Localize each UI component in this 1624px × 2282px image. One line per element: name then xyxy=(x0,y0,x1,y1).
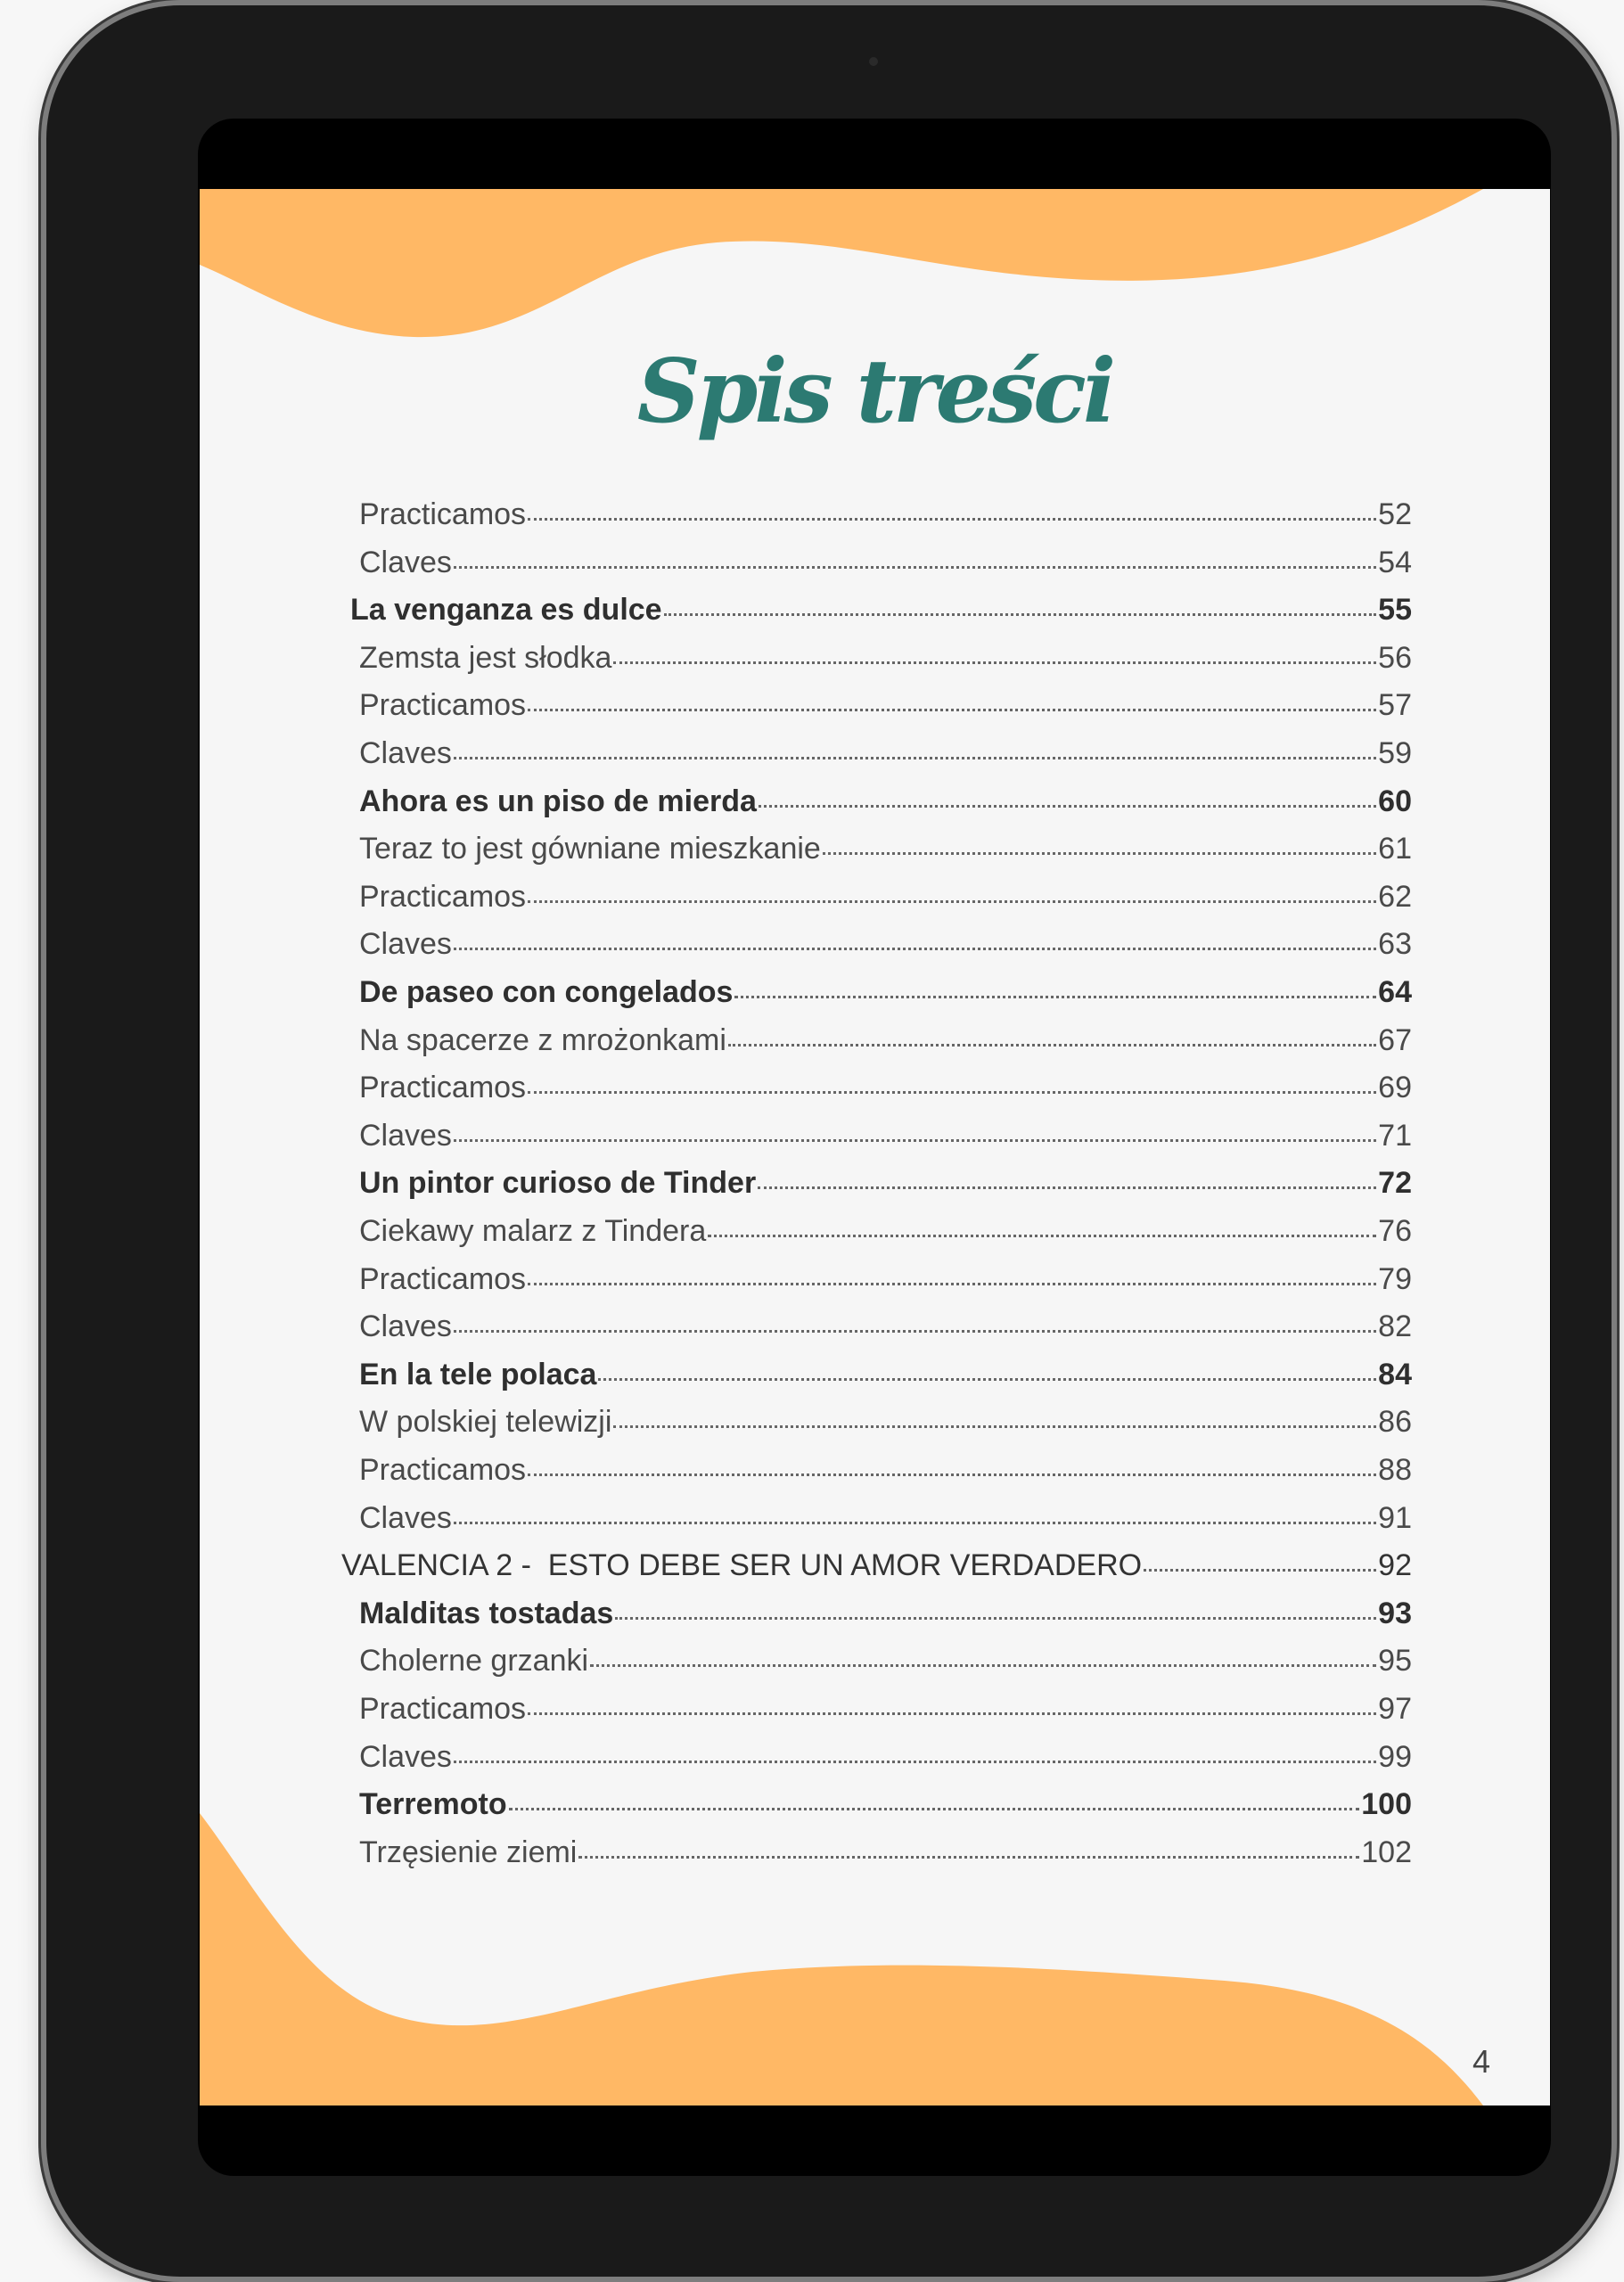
toc-entry-label: Na spacerze z mrożonkami xyxy=(359,1022,726,1057)
toc-entry-page: 64 xyxy=(1378,975,1412,1009)
toc-entry-page: 61 xyxy=(1378,832,1412,866)
toc-entry-page: 72 xyxy=(1378,1166,1412,1201)
toc-entry[interactable] xyxy=(359,1740,1412,1788)
toc-entry[interactable] xyxy=(359,1453,1412,1501)
camera-icon xyxy=(869,57,878,66)
leader-dots xyxy=(528,1712,1376,1715)
leader-dots xyxy=(454,1522,1376,1524)
toc-entry[interactable] xyxy=(350,593,1412,641)
toc-entry[interactable] xyxy=(359,546,1412,594)
leader-dots xyxy=(528,709,1376,711)
toc-entry-label: Claves xyxy=(359,545,452,579)
toc-entry-label: Claves xyxy=(359,736,452,770)
leader-dots xyxy=(454,948,1376,950)
toc-entry-page: 82 xyxy=(1378,1309,1412,1344)
leader-dots xyxy=(528,1091,1376,1094)
toc-entry[interactable] xyxy=(359,1262,1412,1310)
toc-entry-label: Practicamos xyxy=(359,497,527,531)
toc-entry[interactable] xyxy=(359,1597,1412,1645)
toc-entry-label: Trzęsienie ziemi xyxy=(359,1835,578,1869)
toc-entry[interactable] xyxy=(359,880,1412,928)
toc-entry[interactable] xyxy=(359,1835,1412,1884)
toc-entry[interactable] xyxy=(359,1501,1412,1549)
toc-entry-page: 62 xyxy=(1378,879,1412,914)
leader-dots xyxy=(454,566,1376,569)
toc-entry[interactable] xyxy=(359,1692,1412,1740)
leader-dots xyxy=(615,1617,1376,1620)
toc-entry[interactable] xyxy=(359,1023,1412,1071)
toc-entry-label: Malditas tostadas xyxy=(359,1596,614,1630)
leader-dots xyxy=(509,1808,1360,1810)
tablet-screen xyxy=(198,119,1551,2176)
toc-entry-page: 95 xyxy=(1378,1644,1412,1679)
toc-entry-label: W polskiej telewizji xyxy=(359,1405,612,1440)
toc-entry-page: 92 xyxy=(1378,1548,1412,1583)
leader-dots xyxy=(664,613,1377,616)
toc-entry-page: 57 xyxy=(1378,688,1412,723)
toc-entry-page: 54 xyxy=(1378,545,1412,579)
toc-entry-label: En la tele polaca xyxy=(359,1357,597,1391)
toc-entry-page: 69 xyxy=(1378,1071,1412,1105)
toc-entry-page: 91 xyxy=(1378,1500,1412,1535)
toc-entry-label: Teraz to jest gówniane mieszkanie xyxy=(359,832,821,866)
toc-entry-label: Ahora es un piso de mierda xyxy=(359,784,757,818)
toc-entry-label: Cholerne grzanki xyxy=(359,1644,589,1679)
toc-entry-label: Zemsta jest słodka xyxy=(359,640,612,675)
leader-dots xyxy=(1144,1569,1376,1572)
toc-entry-page: 59 xyxy=(1378,736,1412,770)
leader-dots xyxy=(454,1761,1376,1763)
toc-entry[interactable] xyxy=(359,1119,1412,1167)
toc-entry-page: 71 xyxy=(1378,1118,1412,1153)
leader-dots xyxy=(590,1664,1376,1667)
toc-entry-label: Claves xyxy=(359,1309,452,1344)
leader-dots xyxy=(454,757,1376,759)
toc-entry-label: Claves xyxy=(359,1500,452,1535)
toc-entry[interactable] xyxy=(359,832,1412,880)
toc-entry-page: 86 xyxy=(1378,1405,1412,1440)
toc-entry-page: 56 xyxy=(1378,640,1412,675)
leader-dots xyxy=(823,852,1376,855)
leader-dots xyxy=(613,1425,1376,1428)
toc-entry-label: Practicamos xyxy=(359,1071,527,1105)
toc-entry-page: 79 xyxy=(1378,1261,1412,1296)
toc-entry-label: Practicamos xyxy=(359,879,527,914)
tablet-frame xyxy=(46,5,1612,2277)
page-number: 4 xyxy=(1472,2043,1491,2080)
toc-entry-page: 63 xyxy=(1378,927,1412,962)
toc-entry-page: 76 xyxy=(1378,1214,1412,1248)
leader-dots xyxy=(528,900,1376,903)
toc-entry[interactable] xyxy=(359,975,1412,1023)
toc-entry[interactable] xyxy=(359,1405,1412,1453)
leader-dots xyxy=(528,1283,1376,1285)
leader-dots xyxy=(759,805,1376,808)
toc-entry-page: 88 xyxy=(1378,1453,1412,1487)
toc-entry[interactable] xyxy=(359,1071,1412,1119)
toc-entry-label: Claves xyxy=(359,927,452,962)
ebook-page xyxy=(200,189,1550,2106)
toc-entry-label: Terremoto xyxy=(359,1787,507,1822)
leader-dots xyxy=(454,1139,1376,1142)
toc-entry-page: 52 xyxy=(1378,497,1412,531)
toc-entry-label: La venganza es dulce xyxy=(350,593,662,628)
toc-entry-page: 100 xyxy=(1361,1787,1412,1822)
toc-entry[interactable] xyxy=(359,1644,1412,1692)
toc-entry[interactable] xyxy=(341,1548,1412,1597)
toc-entry[interactable] xyxy=(359,1214,1412,1262)
toc-entry-page: 84 xyxy=(1378,1357,1412,1391)
toc-entry[interactable] xyxy=(359,641,1412,689)
toc-entry[interactable] xyxy=(359,736,1412,784)
leader-dots xyxy=(528,518,1376,521)
toc-entry[interactable] xyxy=(359,688,1412,736)
leader-dots xyxy=(758,1186,1376,1189)
leader-dots xyxy=(708,1235,1376,1237)
leader-dots xyxy=(728,1044,1376,1047)
toc-entry-page: 55 xyxy=(1378,593,1412,628)
toc-entry-label: Un pintor curioso de Tinder xyxy=(359,1166,757,1201)
leader-dots xyxy=(528,1473,1376,1476)
toc-entry-page: 97 xyxy=(1378,1692,1412,1726)
toc-entry-page: 93 xyxy=(1378,1596,1412,1630)
toc-entry[interactable] xyxy=(359,784,1412,833)
toc-entry-label: VALENCIA 2 - ESTO DEBE SER UN AMOR VERDADERO xyxy=(341,1548,1143,1583)
toc-entry-label: De paseo con congelados xyxy=(359,975,734,1009)
leader-dots xyxy=(454,1330,1376,1333)
toc-entry-label: Practicamos xyxy=(359,1261,527,1296)
page-title: Spis treści xyxy=(636,341,1113,443)
toc-entry-page: 60 xyxy=(1378,784,1412,818)
toc-entry[interactable] xyxy=(359,1166,1412,1214)
toc-entry[interactable] xyxy=(359,927,1412,975)
toc-entry-page: 67 xyxy=(1378,1022,1412,1057)
toc-entry[interactable] xyxy=(359,497,1412,546)
toc-entry-label: Practicamos xyxy=(359,1692,527,1726)
toc-entry[interactable] xyxy=(359,1309,1412,1358)
toc-entry-label: Practicamos xyxy=(359,1453,527,1487)
leader-dots xyxy=(734,996,1376,998)
leader-dots xyxy=(613,661,1376,664)
toc-entry-label: Ciekawy malarz z Tindera xyxy=(359,1214,707,1248)
leader-dots xyxy=(578,1856,1359,1859)
leader-dots xyxy=(598,1378,1376,1381)
toc-entry-page: 99 xyxy=(1378,1739,1412,1774)
toc-entry-page: 102 xyxy=(1361,1835,1412,1869)
toc-entry[interactable] xyxy=(359,1358,1412,1406)
toc-entry-label: Claves xyxy=(359,1118,452,1153)
toc-entry-label: Practicamos xyxy=(359,688,527,723)
toc-entry-label: Claves xyxy=(359,1739,452,1774)
toc-entry[interactable] xyxy=(359,1787,1412,1835)
